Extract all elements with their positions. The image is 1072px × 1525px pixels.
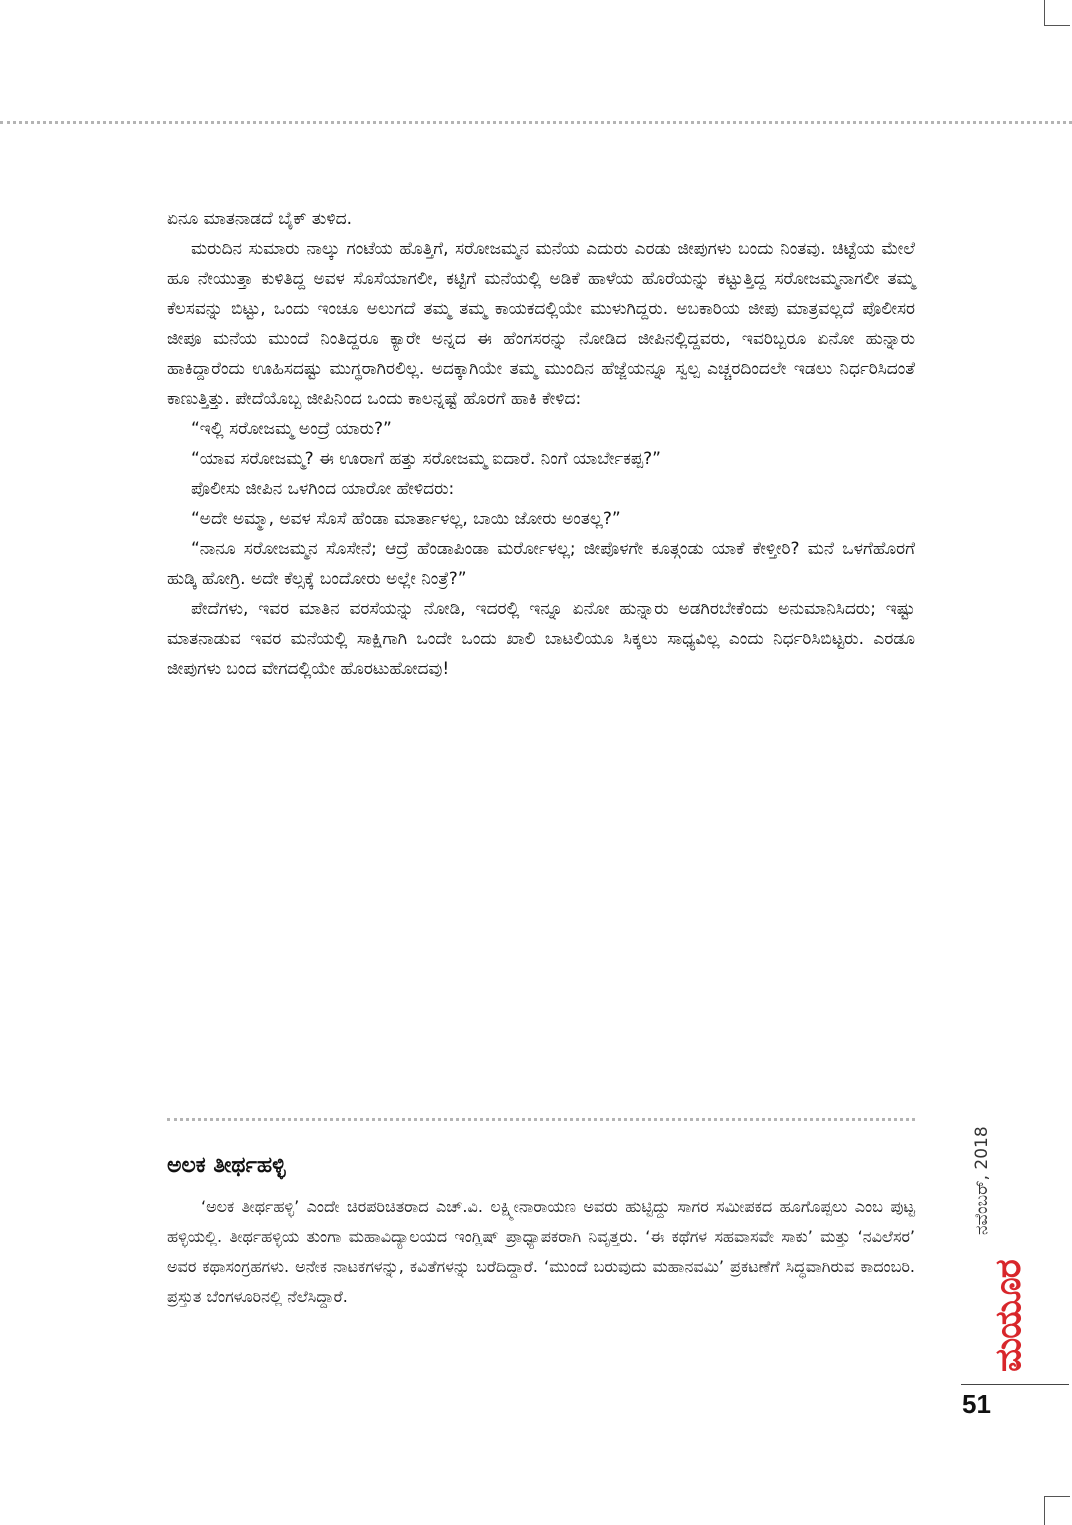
story-paragraph: ಪೊಲೀಸು ಜೀಪಿನ ಒಳಗಿಂದ ಯಾರೋ ಹೇಳಿದರು:	[191, 479, 455, 499]
issue-date: ನವೆಂಬರ್, 2018	[972, 1126, 992, 1235]
crop-mark-bottom	[1044, 1496, 1070, 1525]
story-body	[167, 204, 915, 684]
top-dotted-rule	[0, 121, 1072, 124]
story-paragraph: “ನಾನೂ ಸರೋಜಮ್ಮನ ಸೊಸೇನೆ; ಆದ್ರೆ ಹೆಂಡಾಪಿಂಡಾ ಮರ್ರೋಳಲ್ಲ; ಜೀಪೊಳಗೇ ಕೂತ್ಗಂಡು ಯಾಕೆ ಕೇಳ್ತೀರಿ? ಮನೆ ಒಳಗೆಹೊರಗೆ ಹುಡ್ಕಿ ಹೋಗ್ರಿ. ಅದೇ ಕೆಲ್ಸಕ್ಕೆ ಬಂದೋರು ಅಲ್ಲೇ ನಿಂತ್ರೆ?”	[167, 539, 915, 589]
story-paragraph: “ಅದೇ ಅಮ್ಮಾ, ಅವಳ ಸೊಸೆ ಹೆಂಡಾ ಮಾರ್ತಾಳಲ್ಲ, ಬಾಯಿ ಜೋರು ಅಂತಲ್ಲ?”	[191, 509, 621, 529]
story-paragraph: ಪೇದೆಗಳು, ಇವರ ಮಾತಿನ ವರಸೆಯನ್ನು ನೋಡಿ, ಇದರಲ್ಲಿ ಇನ್ನೂ ಏನೋ ಹುನ್ನಾರು ಅಡಗಿರಬೇಕೆಂದು ಅನುಮಾನಿಸಿದರು; ಇಷ್ಟು ಮಾತನಾಡುವ ಇವರ ಮನೆಯಲ್ಲಿ ಸಾಕ್ಷಿಗಾಗಿ ಒಂದೇ ಒಂದು ಖಾಲಿ ಬಾಟಲಿಯೂ ಸಿಕ್ಕಲು ಸಾಧ್ಯವಿಲ್ಲ ಎಂದು ನಿರ್ಧರಿಸಿಬಿಟ್ಟರು. ಎರಡೂ ಜೀಪುಗಳು ಬಂದ ವೇಗದಲ್ಲಿಯೇ ಹೊರಟುಹೋದವು!	[167, 599, 915, 679]
page-number-rule	[961, 1384, 1069, 1385]
author-name: ಅಲಕ ತೀರ್ಥಹಳ್ಳಿ	[167, 1153, 286, 1178]
story-paragraph: ಏನೂ ಮಾತನಾಡದೆ ಬೈಕ್ ತುಳಿದ.	[167, 209, 352, 229]
page-number: 51	[962, 1389, 991, 1419]
story-paragraph: ಮರುದಿನ ಸುಮಾರು ನಾಲ್ಕು ಗಂಟೆಯ ಹೊತ್ತಿಗೆ, ಸರೋಜಮ್ಮನ ಮನೆಯ ಎದುರು ಎರಡು ಜೀಪುಗಳು ಬಂದು ನಿಂತವು. ಚಿಟ್ಟೆಯ ಮೇಲೆ ಹೂ ನೇಯುತ್ತಾ ಕುಳಿತಿದ್ದ ಅವಳ ಸೊಸೆಯಾಗಲೀ, ಕಟ್ಟಿಗೆ ಮನೆಯಲ್ಲಿ ಅಡಿಕೆ ಹಾಳೆಯ ಹೊರೆಯನ್ನು ಕಟ್ಟುತ್ತಿದ್ದ ಸರೋಜಮ್ಮನಾಗಲೀ ತಮ್ಮ ಕೆಲಸವನ್ನು ಬಿಟ್ಟು, ಒಂದು ಇಂಚೂ ಅಲುಗದೆ ತಮ್ಮ ತಮ್ಮ ಕಾಯಕದಲ್ಲಿಯೇ ಮುಳುಗಿದ್ದರು. ಅಬಕಾರಿಯ ಜೀಪು ಮಾತ್ರವಲ್ಲದೆ ಪೊಲೀಸರ ಜೀಪೂ ಮನೆಯ ಮುಂದೆ ನಿಂತಿದ್ದರೂ ಕ್ಯಾರೇ ಅನ್ನದ ಈ ಹೆಂಗಸರನ್ನು ನೋಡಿದ ಜೀಪಿನಲ್ಲಿದ್ದವರು, ಇವರಿಬ್ಬರೂ ಏನೋ ಹುನ್ನಾರು ಹಾಕಿದ್ದಾರೆಂದು ಊಹಿಸದಷ್ಟು ಮುಗ್ಧರಾಗಿರಲಿಲ್ಲ. ಅದಕ್ಕಾಗಿಯೇ ತಮ್ಮ ಮುಂದಿನ ಹೆಜ್ಜೆಯನ್ನೂ ಸ್ವಲ್ಪ ಎಚ್ಚರದಿಂದಲೇ ಇಡಲು ನಿರ್ಧರಿಸಿದಂತೆ ಕಾಣುತ್ತಿತ್ತು. ಪೇದೆಯೊಬ್ಬ ಜೀಪಿನಿಂದ ಒಂದು ಕಾಲನ್ನಷ್ಟೆ ಹೊರಗೆ ಹಾಕಿ ಕೇಳಿದ:	[167, 239, 915, 409]
bio-dotted-rule	[167, 1118, 915, 1121]
story-paragraph: “ಯಾವ ಸರೋಜಮ್ಮ? ಈ ಊರಾಗೆ ಹತ್ತು ಸರೋಜಮ್ಮ ಐದಾರೆ. ನಿಂಗೆ ಯಾರ್ಬೇಕಪ್ಪ?”	[191, 449, 661, 469]
magazine-logo: ಮಯೂರ	[988, 1260, 1029, 1372]
story-paragraph: “ಇಲ್ಲಿ ಸರೋಜಮ್ಮ ಅಂದ್ರೆ ಯಾರು?”	[191, 419, 392, 439]
crop-mark-top	[1044, 0, 1070, 26]
author-bio-text: ‘ಅಲಕ ತೀರ್ಥಹಳ್ಳಿ’ ಎಂದೇ ಚಿರಪರಿಚಿತರಾದ ಎಚ್.ವಿ. ಲಕ್ಷ್ಮೀನಾರಾಯಣ ಅವರು ಹುಟ್ಟಿದ್ದು ಸಾಗರ ಸಮೀಪಕದ ಹೂಗೊಪ್ಪಲು ಎಂಬ ಪುಟ್ಟ ಹಳ್ಳಿಯಲ್ಲಿ. ತೀರ್ಥಹಳ್ಳಿಯ ತುಂಗಾ ಮಹಾವಿದ್ಯಾಲಯದ ಇಂಗ್ಲಿಷ್ ಪ್ರಾಧ್ಯಾಪಕರಾಗಿ ನಿವೃತ್ತರು. ‘ಈ ಕಥೆಗಳ ಸಹವಾಸವೇ ಸಾಕು’ ಮತ್ತು ‘ನವಿಲೆಸರ’ ಅವರ ಕಥಾಸಂಗ್ರಹಗಳು. ಅನೇಕ ನಾಟಕಗಳನ್ನು, ಕವಿತೆಗಳನ್ನು ಬರೆದಿದ್ದಾರೆ. ‘ಮುಂದೆ ಬರುವುದು ಮಹಾನವಮಿ’ ಪ್ರಕಟಣೆಗೆ ಸಿದ್ಧವಾಗಿರುವ ಕಾದಂಬರಿ. ಪ್ರಸ್ತುತ ಬೆಂಗಳೂರಿನಲ್ಲಿ ನೆಲೆಸಿದ್ದಾರೆ.	[167, 1197, 915, 1306]
